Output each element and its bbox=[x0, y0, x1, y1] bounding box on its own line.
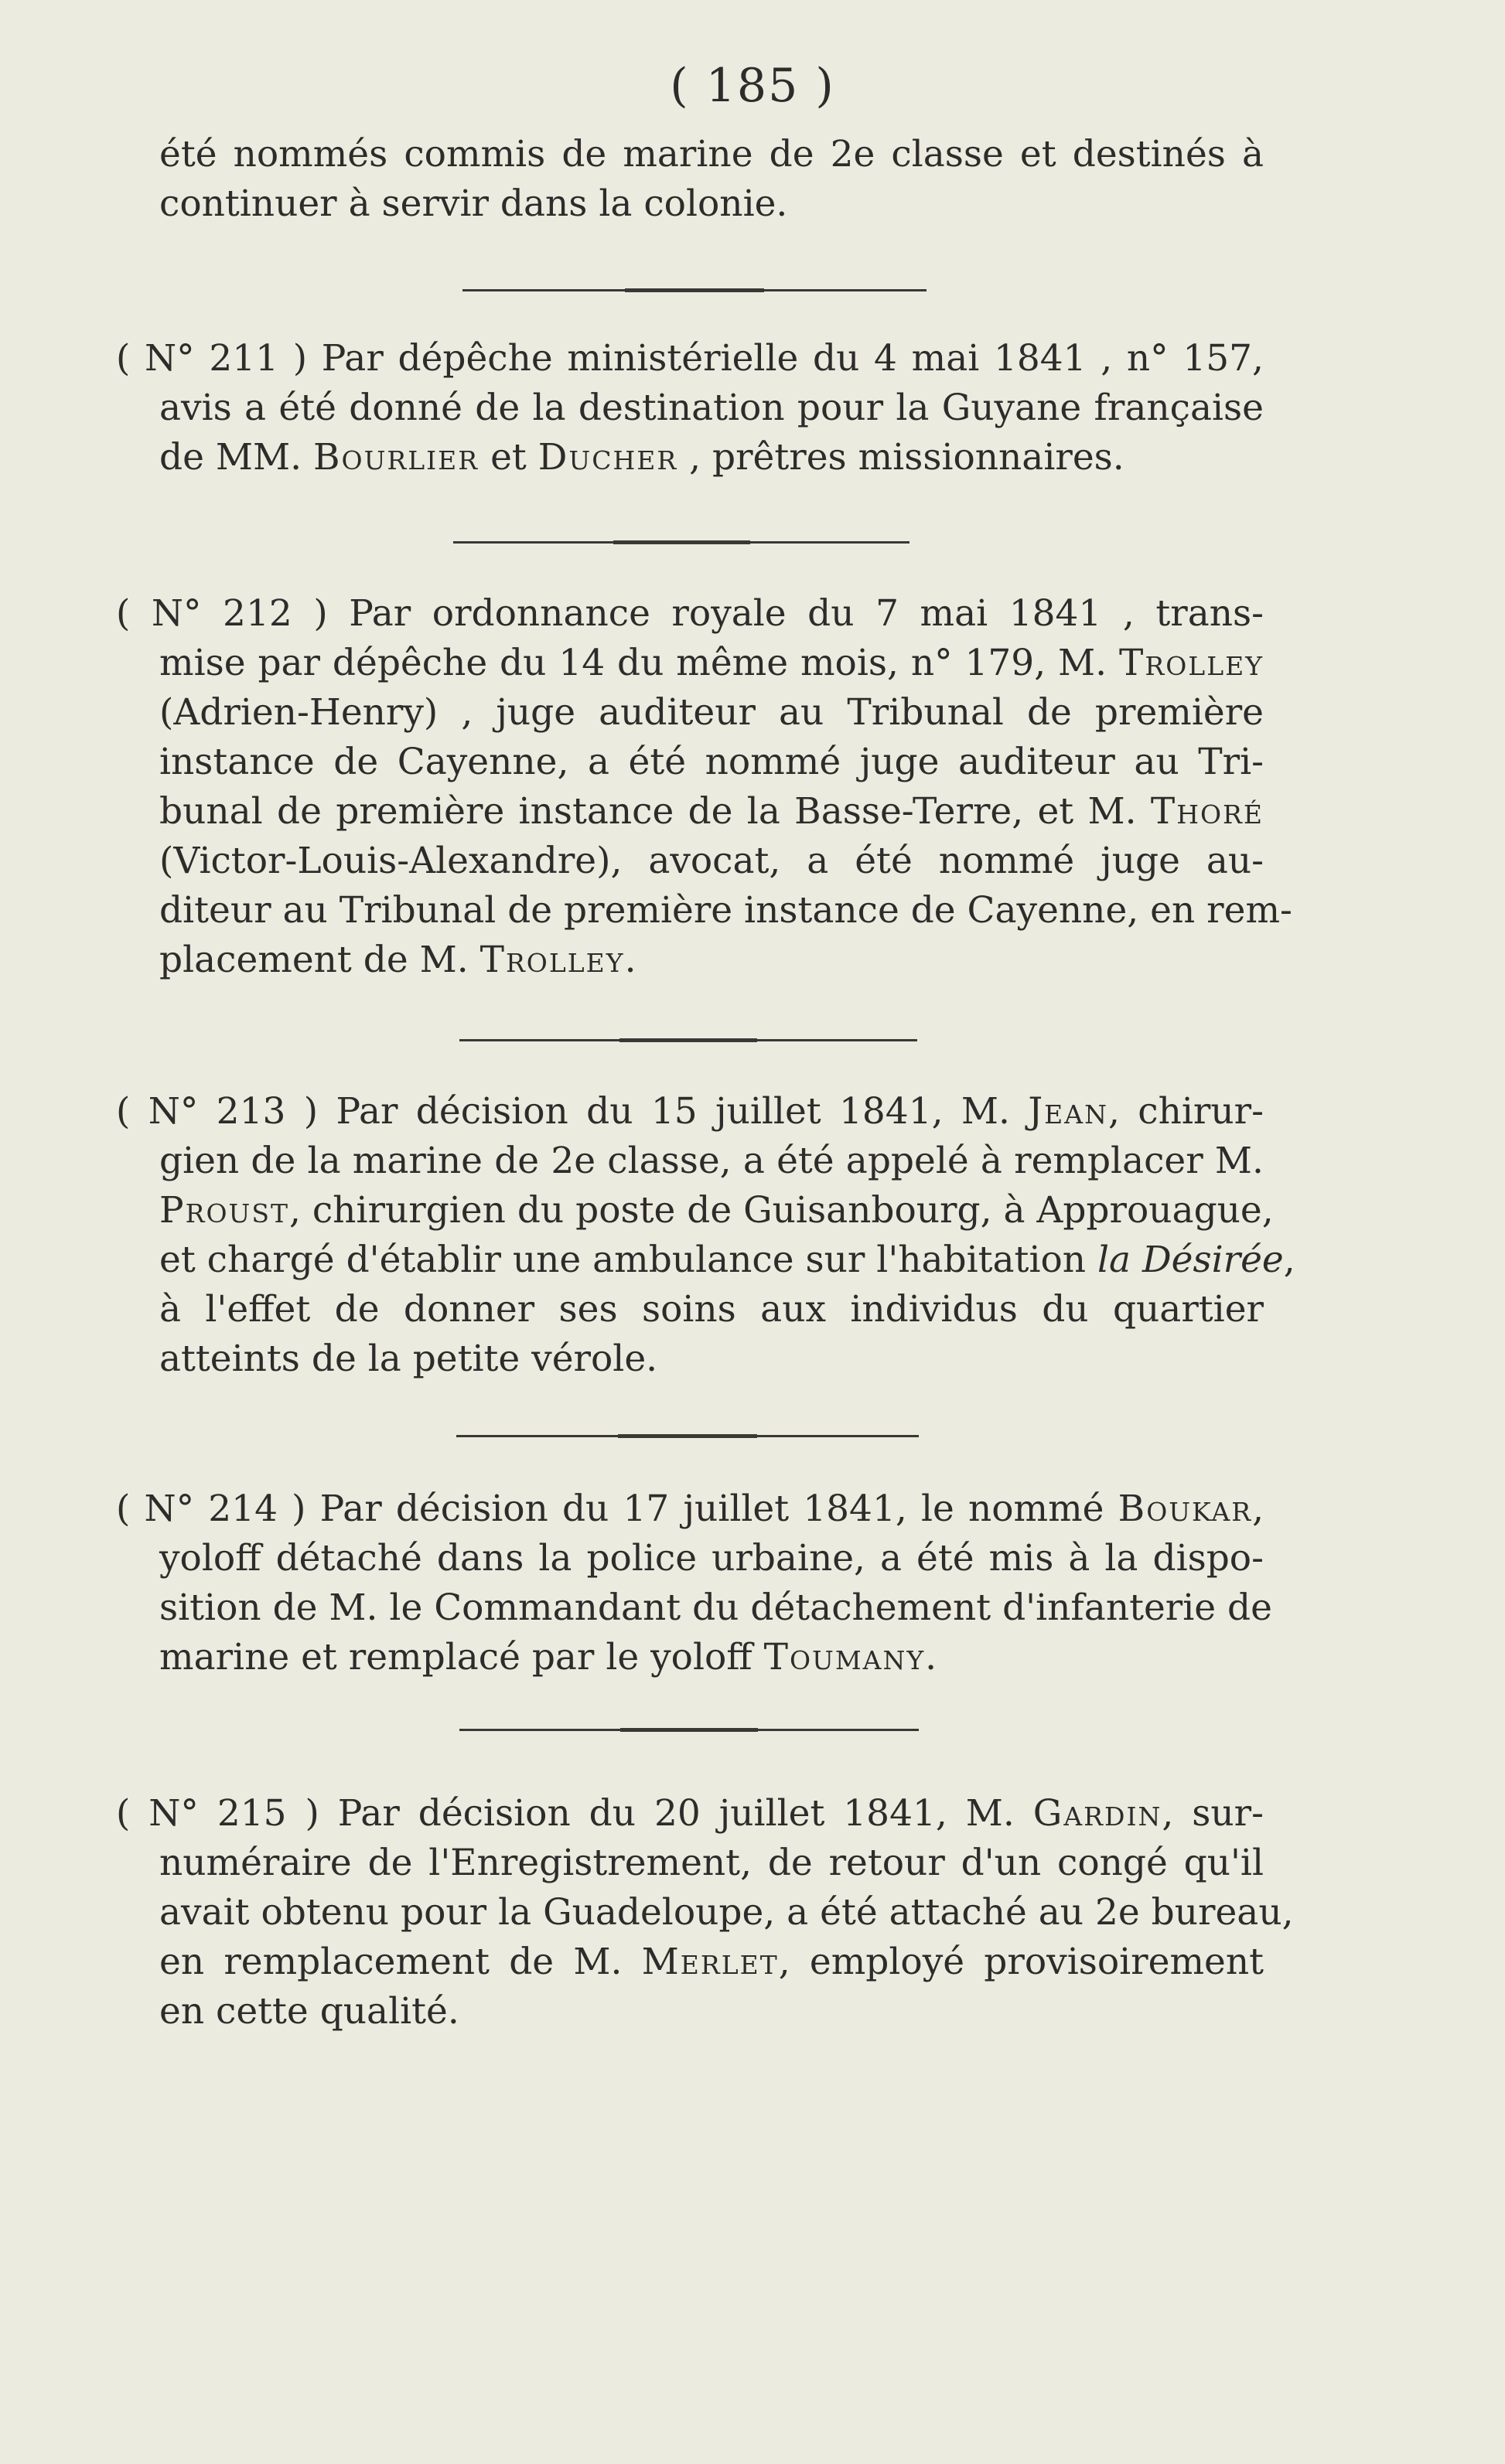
text-run: . bbox=[624, 939, 636, 981]
text-line: à l'effet de donner ses soins aux individus du quartier bbox=[159, 1288, 1264, 1331]
text-line bbox=[116, 1937, 1264, 1987]
text-line: instance de Cayenne, a été nommé juge auditeur au Tri- bbox=[159, 741, 1264, 783]
text-line: continuer à servir dans la colonie. bbox=[159, 182, 788, 225]
separator-rule bbox=[459, 1729, 919, 1731]
entry-212 bbox=[116, 589, 1292, 985]
text-line bbox=[116, 1484, 1264, 1534]
text-run: marine et remplacé par le yoloff bbox=[159, 1636, 764, 1678]
text-line bbox=[116, 1789, 1264, 1839]
habitation-name: la Désirée bbox=[1097, 1239, 1284, 1281]
separator-rule bbox=[462, 289, 927, 291]
text-line bbox=[116, 1087, 1264, 1137]
text-line bbox=[116, 1633, 1264, 1682]
entry-number: ( N° 213 ) bbox=[116, 1090, 319, 1133]
entry-211 bbox=[116, 334, 1264, 482]
entry-214 bbox=[116, 1484, 1272, 1682]
text-line bbox=[116, 433, 1264, 482]
name-boukar: Boukar bbox=[1118, 1488, 1253, 1530]
text-line: avait obtenu pour la Guadeloupe, a été attaché au 2e bureau, bbox=[159, 1891, 1294, 1934]
text-run: , bbox=[1283, 1239, 1295, 1281]
separator-rule bbox=[456, 1435, 919, 1437]
text-run: , chirurgien du poste de Guisanbourg, à Approuague, bbox=[288, 1189, 1274, 1232]
text-run: de MM. bbox=[159, 436, 313, 479]
name-trolley: Trolley bbox=[479, 939, 625, 981]
entry-213 bbox=[116, 1087, 1295, 1384]
text-line: (Victor-Louis-Alexandre), avocat, a été nommé juge au- bbox=[159, 840, 1264, 882]
entry-number: ( N° 211 ) bbox=[116, 337, 308, 380]
text-run: Par décision du 17 juillet 1841, le nommé bbox=[319, 1488, 1118, 1530]
text-line: été nommés commis de marine de 2e classe et destinés à bbox=[159, 133, 1264, 176]
text-line bbox=[116, 589, 1264, 639]
text-run: et chargé d'établir une ambulance sur l'habitation bbox=[159, 1239, 1097, 1281]
name-toumany: Toumany bbox=[763, 1636, 926, 1678]
name-gardin: Gardin bbox=[1032, 1792, 1162, 1835]
text-line bbox=[116, 1235, 1295, 1285]
page-number: ( 185 ) bbox=[670, 59, 835, 113]
text-line: yoloff détaché dans la police urbaine, a été mis à la dispo- bbox=[159, 1537, 1264, 1580]
separator-rule bbox=[459, 1039, 917, 1041]
entry-number: ( N° 215 ) bbox=[116, 1792, 319, 1835]
entry-text: Par dépêche ministérielle du 4 mai 1841 , n° 157, bbox=[321, 337, 1264, 380]
text-run: mise par dépêche du 14 du même mois, n° 179, M. bbox=[159, 642, 1120, 684]
separator-rule bbox=[453, 541, 909, 544]
name-proust: Proust bbox=[159, 1189, 289, 1232]
text-line bbox=[116, 1186, 1274, 1235]
text-run: Par décision du 20 juillet 1841, M. bbox=[337, 1792, 1033, 1835]
intro-paragraph bbox=[159, 130, 1264, 229]
text-line bbox=[116, 334, 1264, 383]
name-jean: Jean bbox=[1028, 1090, 1108, 1133]
text-line: sition de M. le Commandant du détachement d'infanterie de bbox=[159, 1586, 1272, 1629]
text-run: , sur- bbox=[1162, 1792, 1264, 1835]
text-line: numéraire de l'Enregistrement, de retour d'un congé qu'il bbox=[159, 1842, 1264, 1884]
name-merlet: Merlet bbox=[641, 1941, 779, 1983]
name-bourlier: Bourlier bbox=[312, 436, 479, 479]
name-ducher: Ducher bbox=[538, 436, 678, 479]
text-run: , chirur- bbox=[1107, 1090, 1264, 1133]
entry-number: ( N° 214 ) bbox=[116, 1488, 306, 1530]
text-line: en cette qualité. bbox=[159, 1990, 459, 2033]
text-run: . bbox=[925, 1636, 937, 1678]
text-line: diteur au Tribunal de première instance de Cayenne, en rem- bbox=[159, 889, 1292, 932]
text-run: , prêtres missionnaires. bbox=[677, 436, 1124, 479]
text-run: en remplacement de M. bbox=[159, 1941, 642, 1983]
text-line: avis a été donné de la destination pour la Guyane française bbox=[159, 387, 1264, 429]
text-line bbox=[116, 639, 1264, 688]
text-line bbox=[116, 936, 1264, 985]
text-run: et bbox=[479, 436, 538, 479]
entry-number: ( N° 212 ) bbox=[116, 592, 328, 635]
entry-215 bbox=[116, 1789, 1294, 2036]
text-run: bunal de première instance de la Basse-Terre, et M. bbox=[159, 790, 1151, 833]
text-line bbox=[116, 787, 1264, 837]
text-run: Par décision du 15 juillet 1841, M. bbox=[336, 1090, 1029, 1133]
text-run: , employé provisoirement bbox=[778, 1941, 1264, 1983]
entry-text: Par ordonnance royale du 7 mai 1841 , trans- bbox=[349, 592, 1264, 635]
name-trolley: Trolley bbox=[1119, 642, 1264, 684]
text-line: atteints de la petite vérole. bbox=[159, 1338, 658, 1380]
text-line: (Adrien-Henry) , juge auditeur au Tribunal de première bbox=[159, 691, 1264, 734]
text-run: , bbox=[1252, 1488, 1264, 1530]
text-line: gien de la marine de 2e classe, a été appelé à remplacer M. bbox=[159, 1140, 1264, 1182]
text-run: placement de M. bbox=[159, 939, 480, 981]
name-thore: Thoré bbox=[1150, 790, 1264, 833]
